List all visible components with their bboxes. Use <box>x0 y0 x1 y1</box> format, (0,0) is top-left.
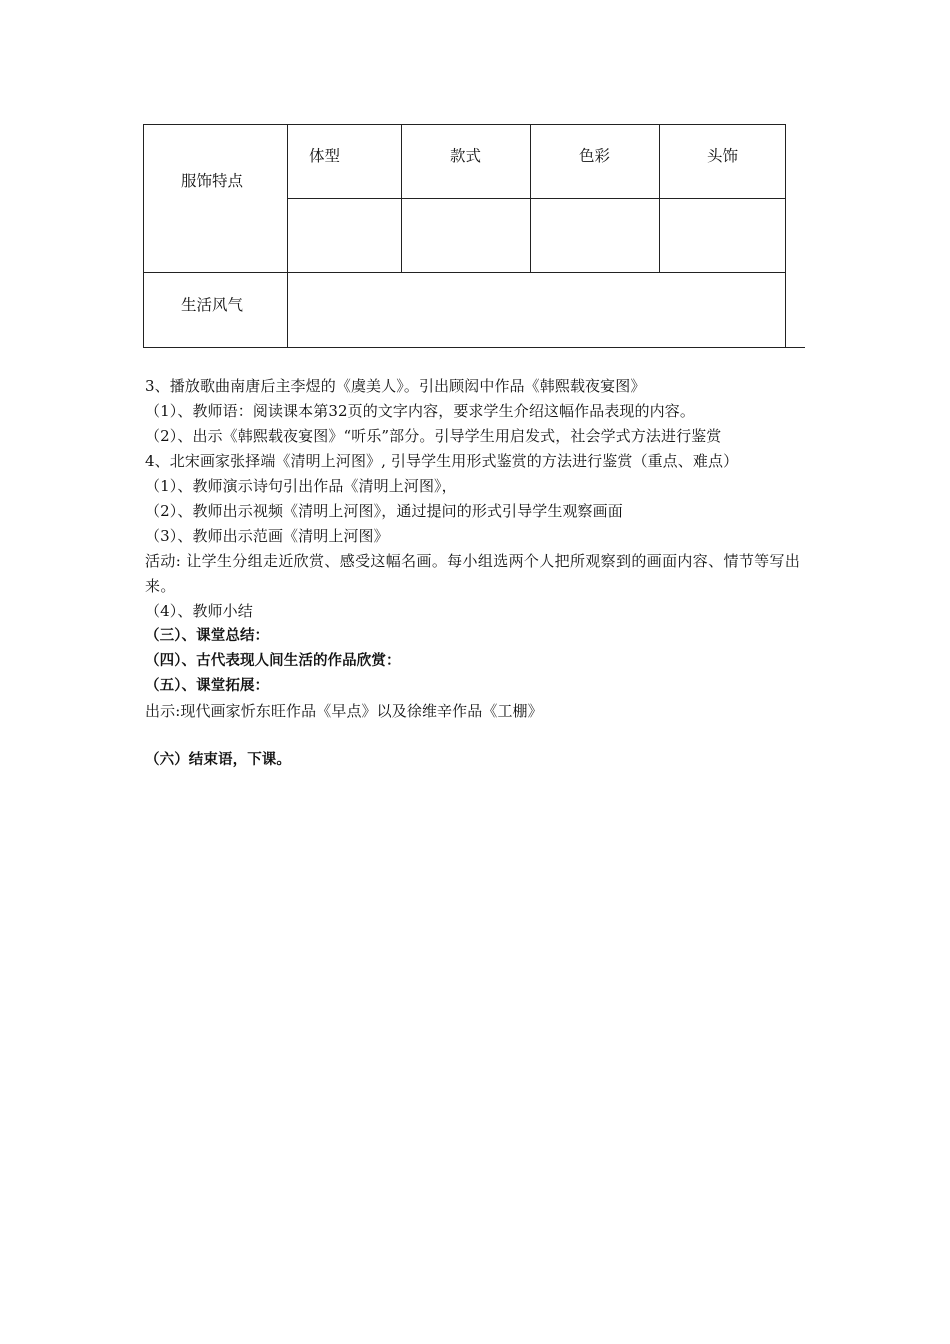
table-border-bottom <box>143 347 805 348</box>
text-line: （2）、出示《韩熙载夜宴图》“听乐”部分。引导学生用启发式，社会学式方法进行鉴赏 <box>145 427 722 445</box>
text-line: （2）、教师出示视频《清明上河图》，通过提问的形式引导学生观察画面 <box>145 502 623 520</box>
row-header-costume: 服饰特点 <box>181 172 244 190</box>
table-divider <box>287 198 786 199</box>
section-heading: （五）、课堂拓展： <box>145 678 270 694</box>
column-header-body-type: 体型 <box>309 147 341 165</box>
text-line: （4）、教师小结 <box>145 602 253 620</box>
column-header-style: 款式 <box>450 147 482 165</box>
table-divider <box>143 272 786 273</box>
text-line: 出示:现代画家忻东旺作品《早点》以及徐维辛作品《工棚》 <box>145 702 543 720</box>
text-line: 3、播放歌曲南唐后主李煜的《虞美人》。引出顾闳中作品《韩熙载夜宴图》 <box>145 377 646 395</box>
text-line: （1）、教师语：阅读课本第32页的文字内容，要求学生介绍这幅作品表现的内容。 <box>145 402 695 420</box>
table-border-right <box>785 124 786 348</box>
lesson-text <box>145 374 810 773</box>
text-line: （3）、教师出示范画《清明上河图》 <box>145 527 389 545</box>
column-header-color: 色彩 <box>579 147 611 165</box>
table-border-left <box>143 124 144 348</box>
costume-table <box>143 124 805 348</box>
spacer <box>145 724 810 748</box>
column-header-headwear: 头饰 <box>707 147 739 165</box>
section-heading: （三）、课堂总结： <box>145 628 270 644</box>
table-divider <box>287 124 288 348</box>
row-header-lifestyle: 生活风气 <box>181 296 244 314</box>
section-heading: （六）结束语，下课。 <box>145 752 291 768</box>
text-line: （1）、教师演示诗句引出作品《清明上河图》， <box>145 477 457 495</box>
text-line: 4、北宋画家张择端《清明上河图》, 引导学生用形式鉴赏的方法进行鉴赏（重点、难点） <box>145 452 739 470</box>
section-heading: （四）、古代表现人间生活的作品欣赏： <box>145 653 401 669</box>
activity-paragraph: 活动: 让学生分组走近欣赏、感受这幅名画。每小组选两个人把所观察到的画面内容、情节等写出来。 <box>145 552 801 595</box>
table-border-top <box>143 124 786 125</box>
